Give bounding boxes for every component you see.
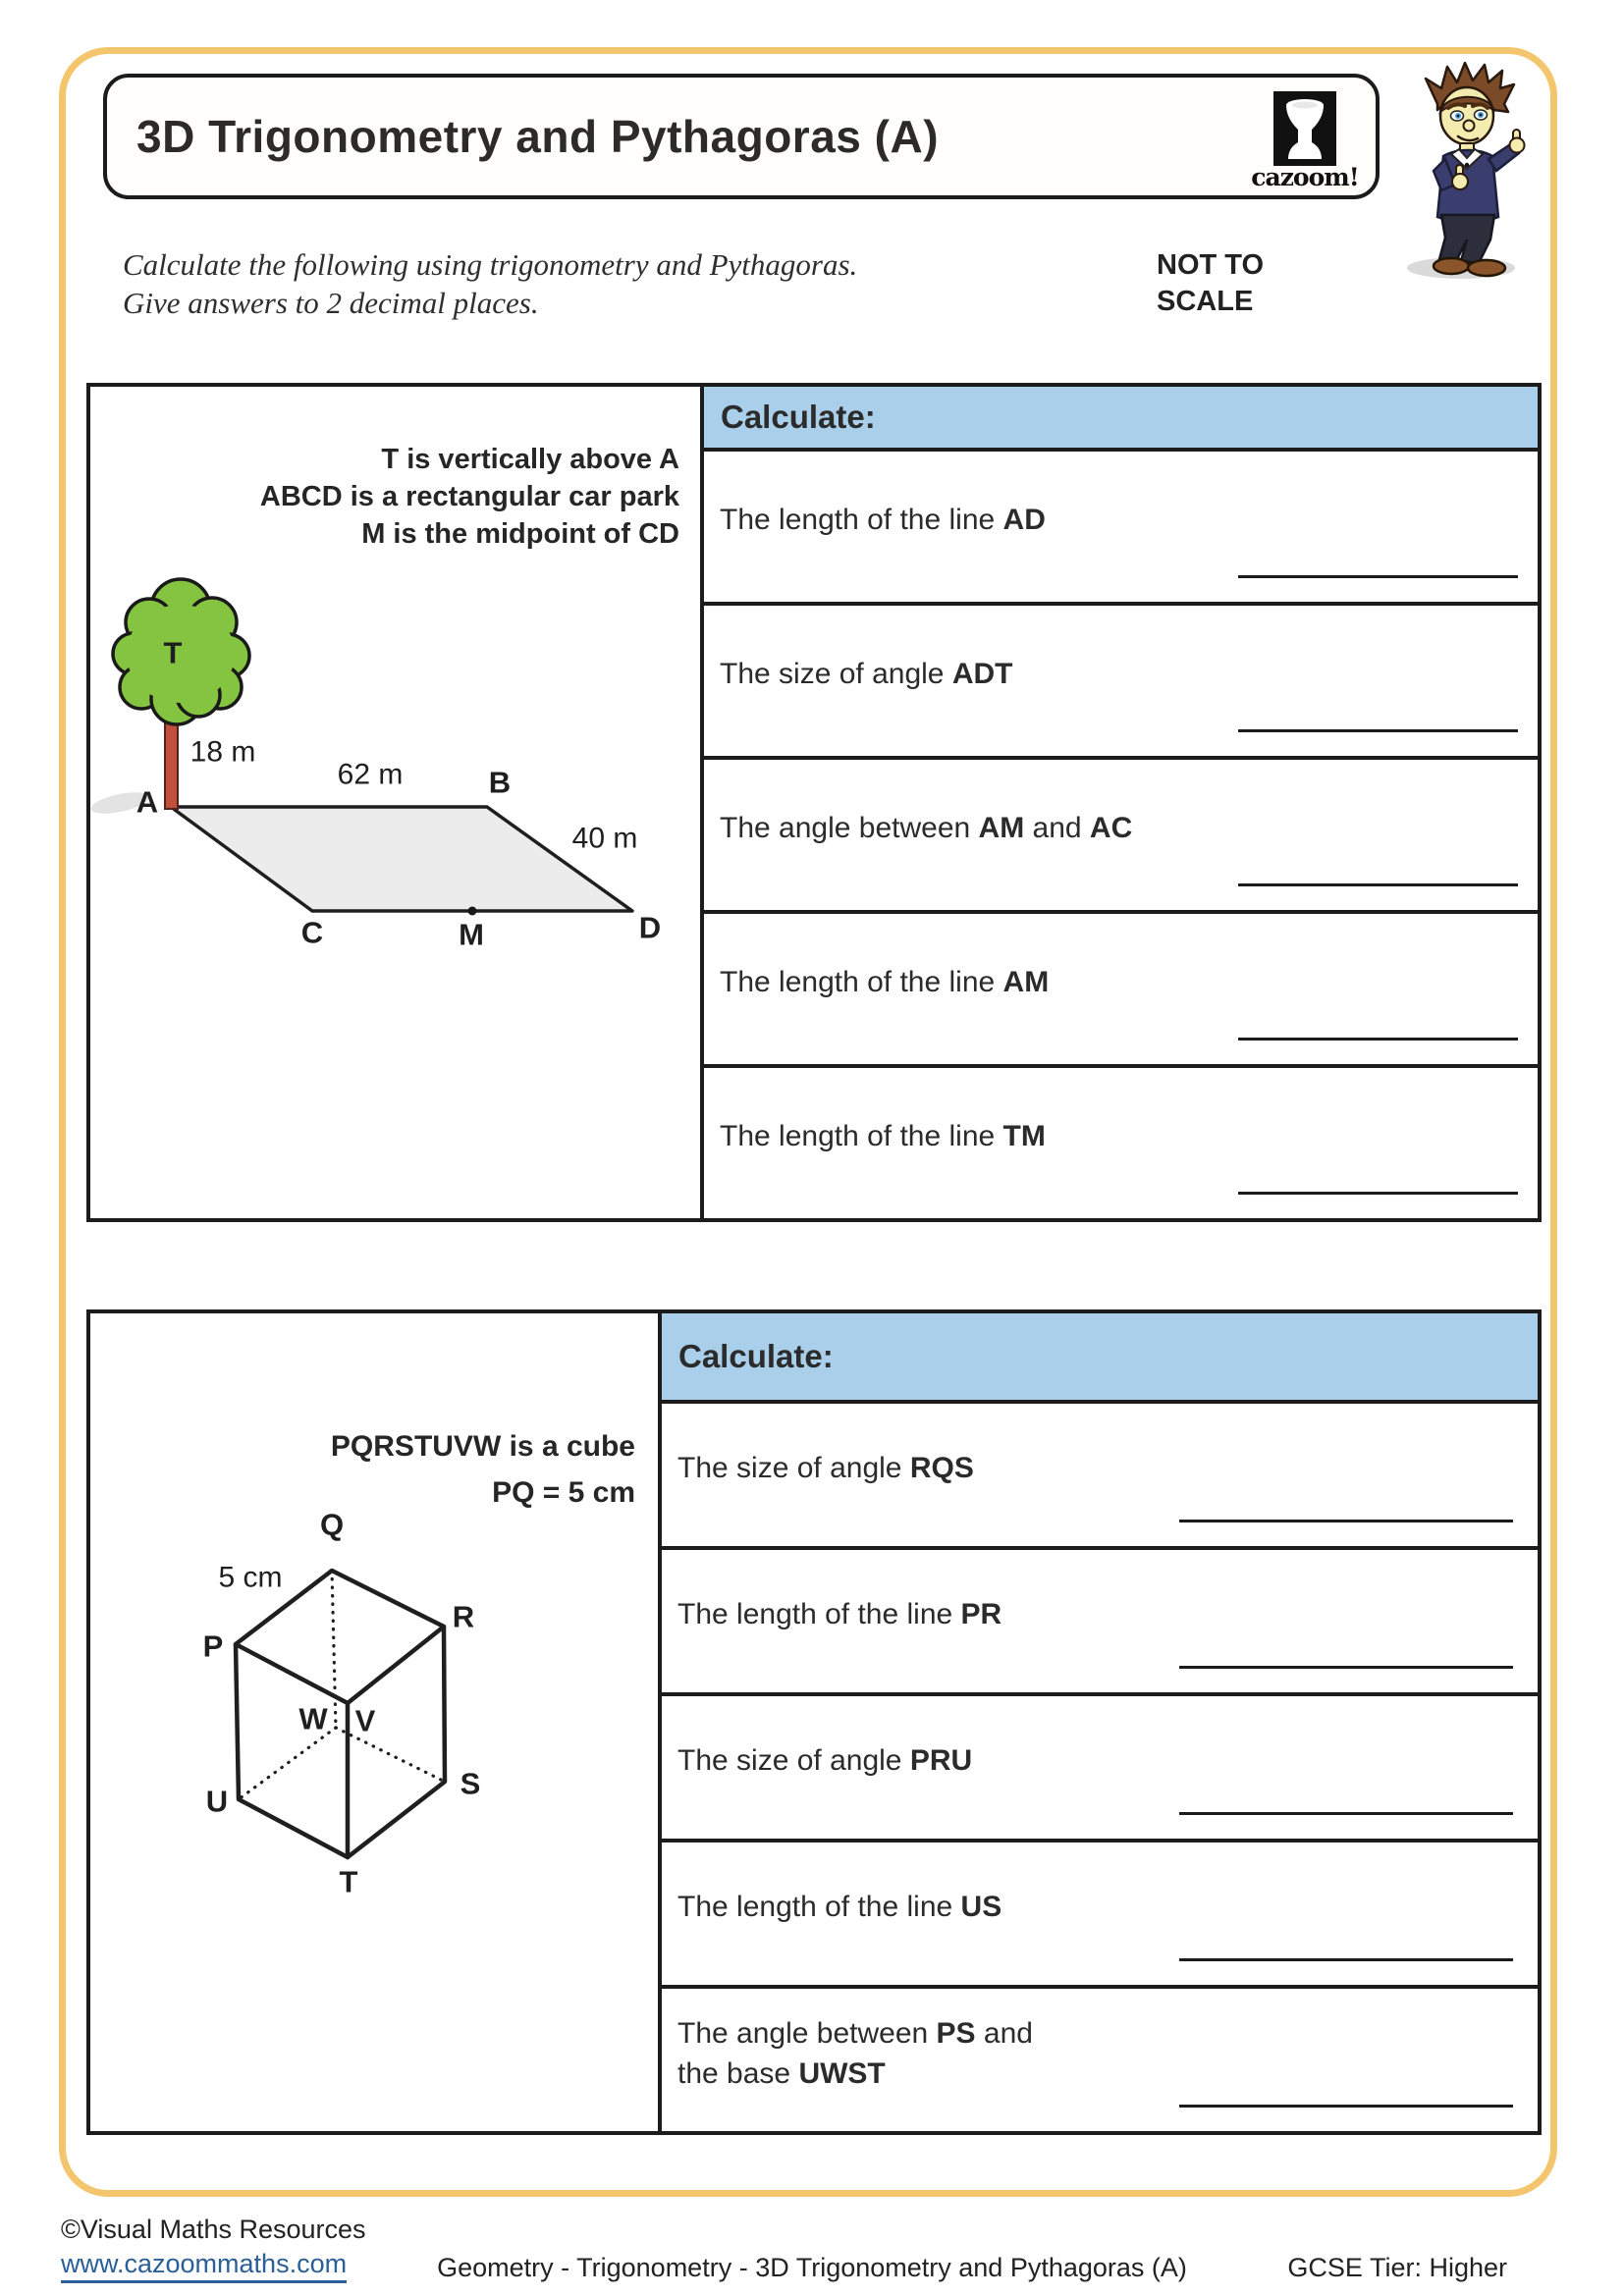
vertex-label-r: R <box>452 1599 475 1634</box>
answer-line <box>1238 883 1518 886</box>
mascot-nose <box>1464 121 1475 132</box>
vertex-label-s: S <box>460 1766 481 1801</box>
vertex-label-q: Q <box>319 1507 345 1542</box>
cube-solid-edges <box>236 1571 445 1857</box>
question-row <box>704 452 1538 606</box>
cube-hidden-edges <box>239 1571 445 1799</box>
footer-copyright: ©Visual Maths Resources <box>61 2215 366 2244</box>
question-row <box>662 1842 1538 1989</box>
footer-tier: GCSE Tier: Higher <box>1287 2253 1507 2282</box>
drum-icon-graphic <box>1273 91 1336 166</box>
logo-wordmark: cazoom! <box>1251 163 1359 191</box>
instructions <box>123 245 857 322</box>
mascot-shoe <box>1468 260 1505 276</box>
vertex-label-d: D <box>638 910 662 945</box>
question-row <box>662 1989 1538 2131</box>
drum-icon <box>1273 91 1336 166</box>
calculate-header: Calculate: <box>662 1313 1538 1404</box>
footer-breadcrumb: Geometry - Trigonometry - 3D Trigonometry and Pythagoras (A) <box>437 2253 1187 2282</box>
dimension-label-tree-height: 18 m <box>189 735 256 769</box>
vertex-label-m: M <box>459 917 484 952</box>
question-row <box>704 606 1538 760</box>
calculate-header: Calculate: <box>704 387 1538 452</box>
answer-line <box>1179 1958 1513 1961</box>
question-text: The size of angle ADT <box>720 658 1013 690</box>
question-row <box>662 1696 1538 1842</box>
instructions-line-2: Give answers to 2 decimal places. <box>123 286 539 320</box>
mascot-boy-illustration <box>1402 59 1535 283</box>
not-to-scale-note: NOT TO SCALE <box>1157 249 1265 317</box>
problem-2-diagram <box>90 1313 658 2131</box>
question-text: The size of angle RQS <box>677 1452 974 1484</box>
question-text: The angle between PS and the base UWST <box>677 2016 1033 2090</box>
vertex-label-a: A <box>135 784 159 820</box>
mascot-hand-thumbs-up <box>1510 138 1525 153</box>
problem-2-description: PQRSTUVW is a cube PQ = 5 cm <box>330 1430 635 1509</box>
question-text: The length of the line AM <box>720 966 1050 998</box>
answer-line <box>1238 1192 1518 1195</box>
mascot-hand-thumbs-up <box>1452 174 1468 189</box>
problem-1-box <box>86 383 1542 1222</box>
answer-line <box>1179 1812 1513 1815</box>
dimension-label-bd: 40 m <box>571 822 638 855</box>
mascot-shoe <box>1434 258 1469 274</box>
dimension-label-ab: 62 m <box>337 758 404 791</box>
vertex-label-t: T <box>163 635 183 670</box>
title-box <box>103 74 1380 199</box>
instructions-line-1: Calculate the following using trigonometry and Pythagoras. <box>123 247 858 282</box>
vertex-label-t2: T <box>339 1864 358 1899</box>
question-text: The length of the line AD <box>720 504 1046 536</box>
midpoint-m-dot <box>468 907 477 916</box>
vertex-label-c: C <box>300 915 324 950</box>
question-row <box>662 1404 1538 1550</box>
problem-1-description: T is vertically above A ABCD is a rectangular car park M is the midpoint of CD <box>259 444 679 550</box>
question-row <box>704 1068 1538 1218</box>
problem-1-question-table <box>704 387 1538 1218</box>
problem-2-box <box>86 1309 1542 2135</box>
car-park-parallelogram <box>171 807 632 911</box>
tree-trunk <box>165 715 178 809</box>
page-title: 3D Trigonometry and Pythagoras (A) <box>136 111 940 162</box>
vertex-label-w: W <box>298 1701 328 1736</box>
answer-line <box>1179 1666 1513 1669</box>
answer-line <box>1238 1038 1518 1041</box>
question-text: The length of the line TM <box>720 1120 1046 1152</box>
problem-1-diagram <box>90 387 700 1218</box>
dimension-label-pq: 5 cm <box>218 1561 283 1594</box>
mascot-pants <box>1439 215 1494 263</box>
vertex-label-p: P <box>202 1629 224 1664</box>
question-text: The length of the line PR <box>677 1598 1002 1630</box>
answer-line <box>1238 575 1518 578</box>
footer-website-link[interactable]: www.cazoommaths.com <box>61 2249 347 2283</box>
question-row <box>662 1550 1538 1696</box>
vertex-label-b: B <box>488 765 512 800</box>
question-text: The size of angle PRU <box>677 1744 973 1777</box>
vertex-label-v: V <box>354 1703 376 1738</box>
vertex-label-u: U <box>205 1784 229 1819</box>
answer-line <box>1179 1520 1513 1522</box>
question-text: The length of the line US <box>677 1891 1002 1923</box>
answer-line <box>1238 729 1518 732</box>
question-row <box>704 914 1538 1068</box>
cazoom-logo <box>1241 91 1369 191</box>
question-text: The angle between AM and AC <box>720 812 1133 844</box>
question-row <box>704 760 1538 914</box>
answer-line <box>1179 2105 1513 2108</box>
problem-2-question-table <box>662 1313 1538 2131</box>
